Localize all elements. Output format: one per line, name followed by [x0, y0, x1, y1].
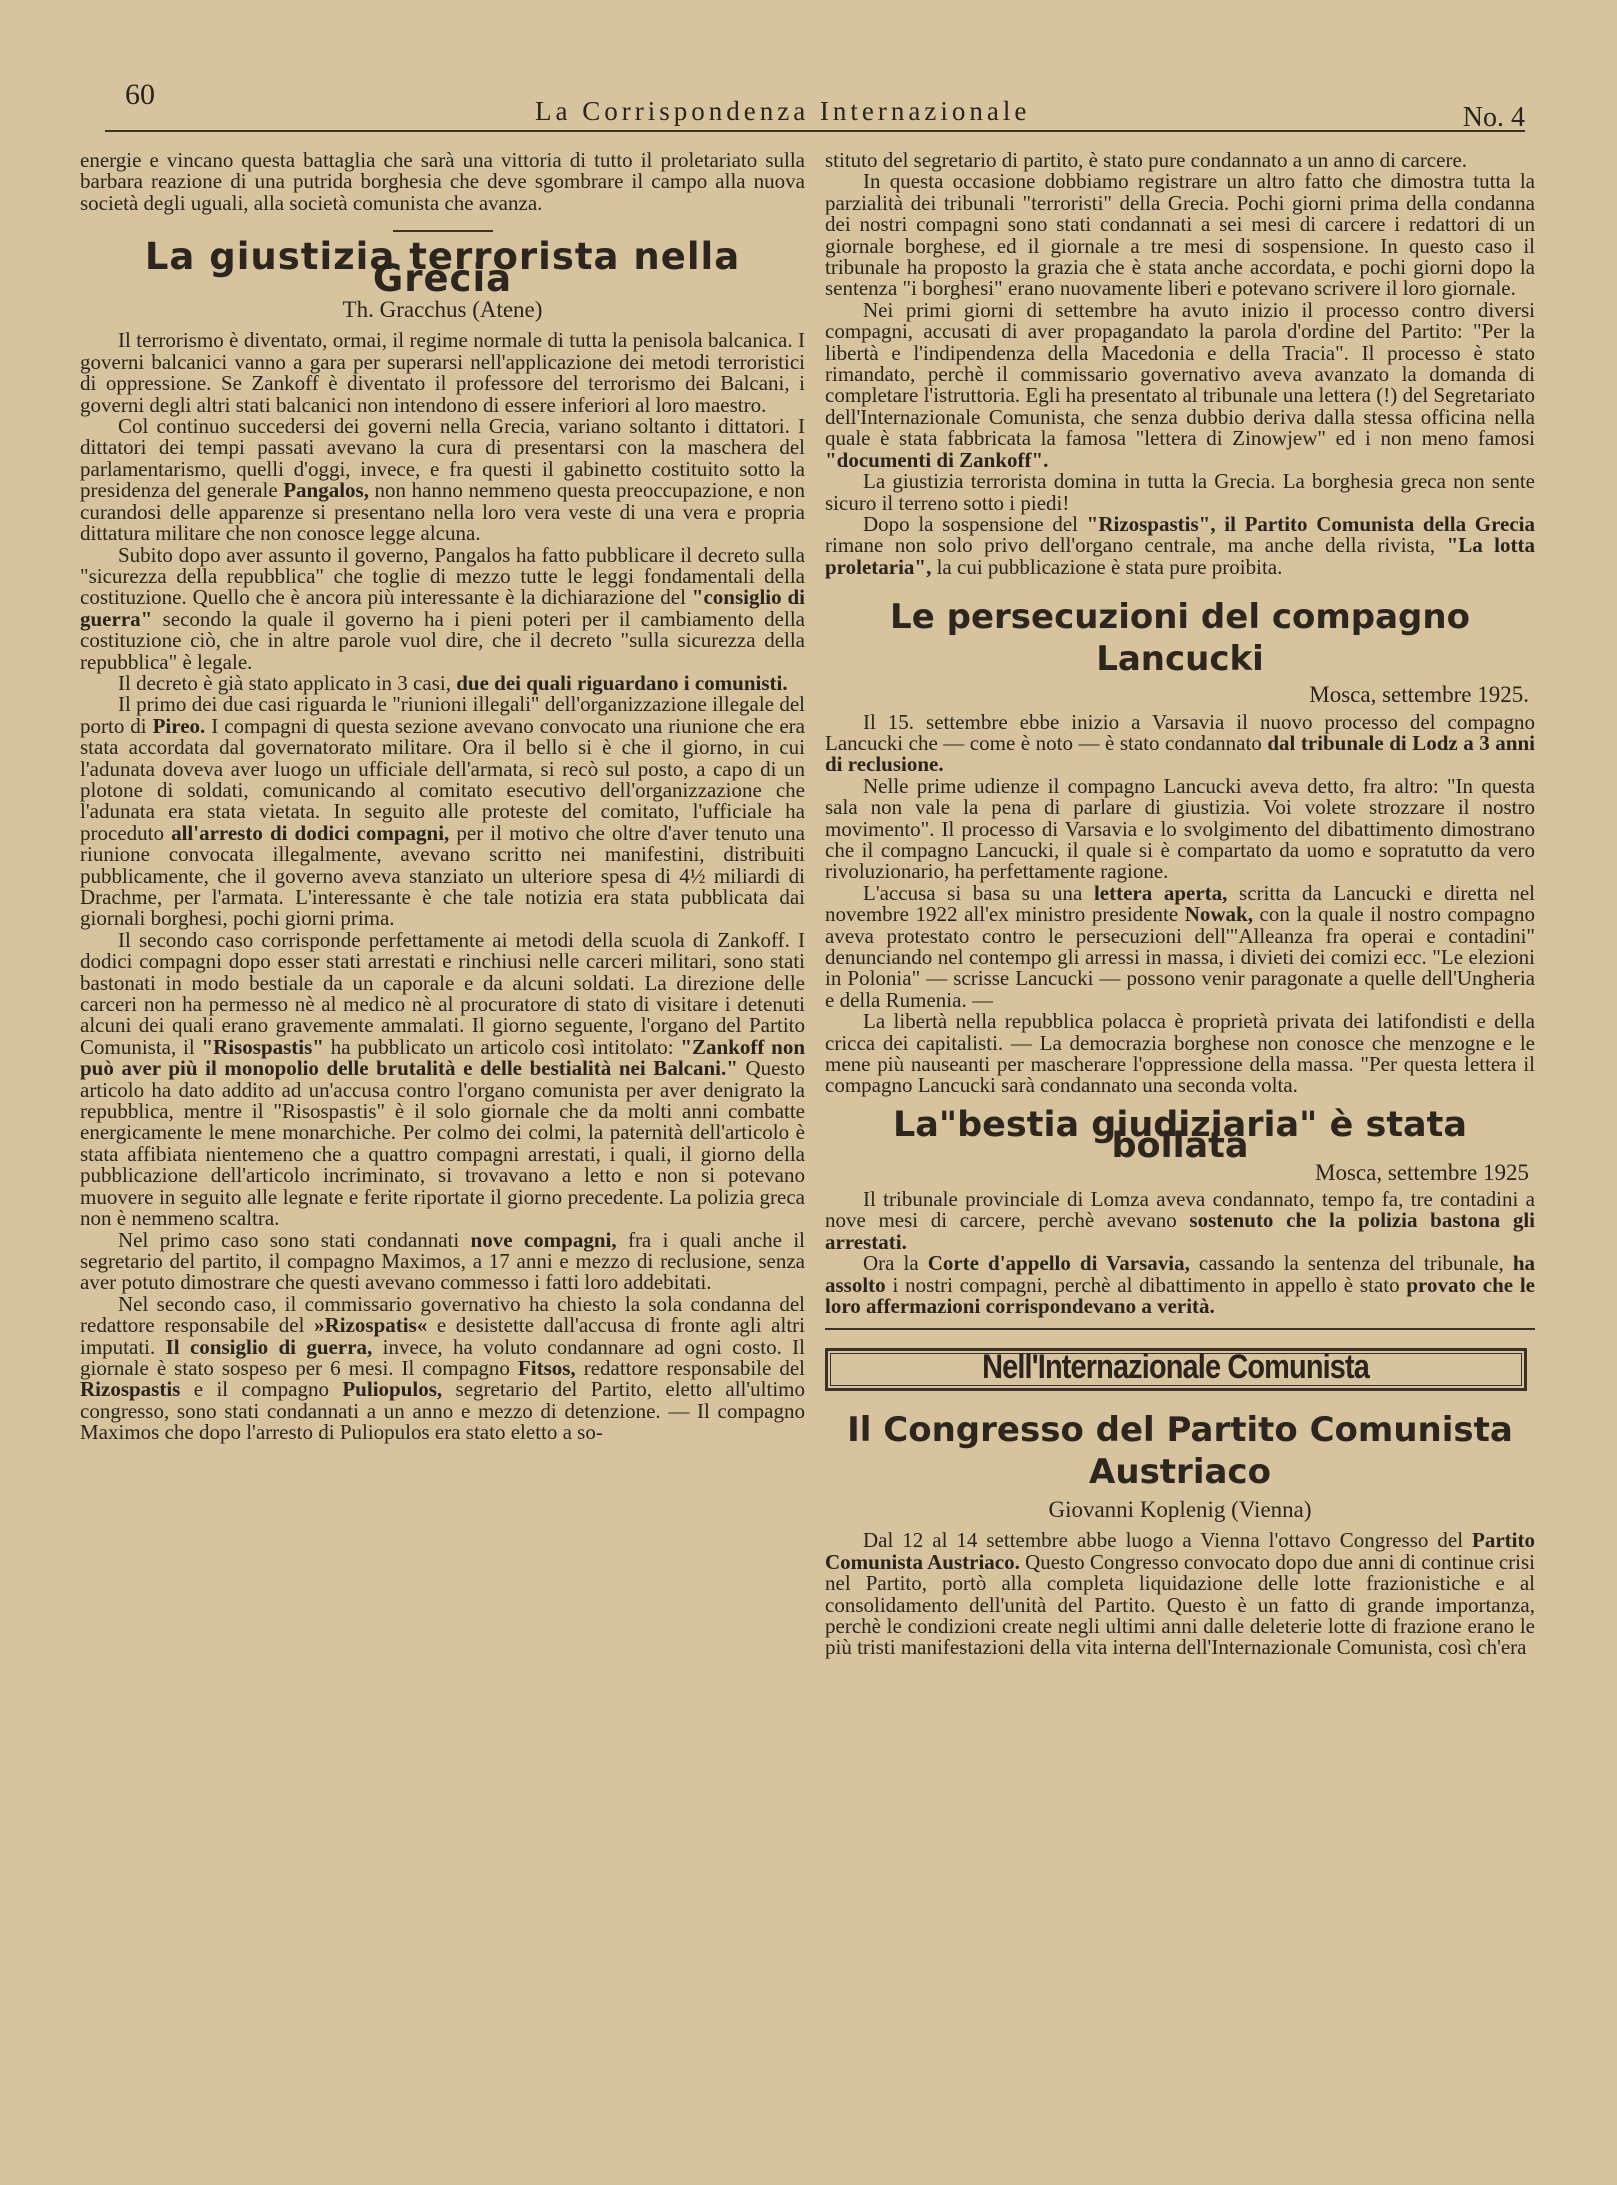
- paragraph: Nel primo caso sono stati condannati nove compagni, fra i quali anche il segretario del partito, il compagno Maximos, a 17 anni e mezzo di reclusione, senza aver potuto dimostrare che questi avevano commesso i fatti loro addebitati.: [80, 1227, 805, 1295]
- paragraph: Col continuo succedersi dei governi nella Grecia, variano soltanto i dittatori. I dittatori dei tempi passati avevano la cura di presentarsi con la maschera del parlamentarismo, quelli d'oggi, invece, e fra questi il gabinetto costituito sotto la presidenza del generale Pangalos, non hanno nemmeno questa preoccupazione, e non curandosi delle apparenze si presentano nella loro vera veste di una vera e propria dittatura militare che non conosce legge alcuna.: [80, 414, 805, 546]
- page-number: 60: [125, 78, 155, 111]
- paragraph: La libertà nella repubblica polacca è proprietà privata dei latifondisti e della cricca dei capitalisti. — La democrazia borghese non conosce che menzogne e le mene più nauseanti per mascherare l'oppressione della massa. "Per questa lettera il compagno Lancucki sarà condannato una seconda volta.: [825, 1009, 1535, 1098]
- dateline: Mosca, settembre 1925: [1315, 1159, 1529, 1185]
- paragraph: Nelle prime udienze il compagno Lancucki aveva detto, fra altro: "In questa sala non vale la pena di parlare di giustizia. Voi volete strozzare il nostro movimento". Il processo di Varsavia e lo svolgimento del dibattimento dimostrano che il compagno Lancucki, il quale si è compartato da uomo e sopratutto da vero rivoluzionario, ha perfettamente ragione.: [825, 773, 1535, 884]
- paragraph: Il tribunale provinciale di Lomza aveva condannato, tempo fa, tre contadini a nove mesi di carcere, perchè avevano sostenuto che la polizia bastona gli arrestati.: [825, 1187, 1535, 1254]
- paragraph: Il decreto è già stato applicato in 3 casi, due dei quali riguardano i comunisti.: [118, 670, 788, 695]
- divider: [825, 1328, 1535, 1330]
- paragraph: Il primo dei due casi riguarda le "riunioni illegali" dell'organizzazione illegale del porto di Pireo. I compagni di questa sezione avevano convocato una riunione che era stata accordata dal governatorato militare. Ora il bello si è che il giorno, in cui l'adunata doveva aver luogo un ufficiale dell'armata, si recò sul posto, a capo di un plotone di soldati, comunicando al comitato esecutivo dell'organizzazione che l'adunata era stata vietata. In seguito alle proteste del comitato, l'ufficiale ha proceduto all'arresto di dodici compagni, per il motivo che oltre d'aver tenuto una riunione convocata illegalmente, avevano scritto nei manifestini, distribuiti pubblicamente, che il governo aveva stanziato un ulteriore spesa di 4½ miliardi di Drachme, per l'armata. L'interessante è che tale notizia era stata pubblicata dai giornali borghesi, pochi giorni prima.: [80, 692, 805, 931]
- paragraph: Subito dopo aver assunto il governo, Pangalos ha fatto pubblicare il decreto sulla "sicurezza della repubblica" che toglie di mezzo tutte le leggi fondamentali della costituzione. Quello che è ancora più interessante è la dichiarazione del "consiglio di guerra" secondo la quale il governo ha i pieni poteri per il cambiamento della costituzione ciò, che in altre parole vuol dire, che il decreto "sulla sicurezza della repubblica" è legale.: [80, 542, 805, 674]
- paragraph: Il terrorismo è diventato, ormai, il regime normale di tutta la penisola balcanica. I governi balcanici vanno a gara per superarsi nell'applicazione dei metodi terroristici di oppressione. Se Zankoff è diventato il professore del terrorismo dei Balcani, i governi degli altri stati balcanici non intendono di essere inferiori al loro maestro.: [80, 328, 805, 417]
- paragraph: L'accusa si basa su una lettera aperta, scritta da Lancucki e diretta nel novembre 1922 all'ex ministro presidente Nowak, con la quale il nostro compagno aveva protestato contro le persecuzioni dell'"Alleanza fra operai e contadini" denunciando nel contempo gli arressi in massa, i divieti dei comizi ecc. "Le elezioni in Polonia" — scrisse Lancucki — possono venir paragonate a quelle dell'Ungheria e della Rumenia. —: [825, 880, 1535, 1012]
- paragraph: Il 15. settembre ebbe inizio a Varsavia il nuovo processo del compagno Lancucki che — come è noto — è stato condannato dal tribunale di Lodz a 3 anni di reclusione.: [825, 709, 1535, 777]
- section-banner: [825, 1348, 1527, 1391]
- paragraph: Ora la Corte d'appello di Varsavia, cassando la sentenza del tribunale, ha assolto i nostri compagni, perchè al dibattimento in appello è stato provato che le loro affermazioni corrispondevano a verità.: [825, 1251, 1536, 1319]
- paragraph: Dal 12 al 14 settembre abbe luogo a Vienna l'ottavo Congresso del Partito Comunista Austriaco. Questo Congresso convocato dopo due anni di continue crisi nel Partito, portò alla completa liquidazione delle lotte frazionistiche e al consolidamento dell'unità del Partito. Questo è un fatto di grande importanza, perchè le condizioni create negli ultimi anni dalle deleterie lotte di frazione erano le più tristi manifestazioni della vita interna dell'Internazionale Comunista, così ch'era: [825, 1528, 1535, 1660]
- article-byline: Th. Gracchus (Atene): [342, 297, 543, 323]
- left-column: [80, 150, 805, 1444]
- dateline: Mosca, settembre 1925.: [1309, 682, 1529, 708]
- issue-number: No. 4: [1462, 102, 1525, 133]
- article-title: Il Congresso del Partito Comunista Austriaco: [847, 1409, 1513, 1492]
- article-title: Le persecuzioni del compagno Lancucki: [890, 597, 1470, 680]
- paragraph: Il secondo caso corrisponde perfettamente ai metodi della scuola di Zankoff. I dodici compagni dopo esser stati arrestati e rinchiusi nelle carceri militari, sono stati bastonati in modo bestiale da un caporale e da alcuni soldati. La direzione delle carceri non ha permesso nè al medico nè al procuratore di stato di visitare i detenuti alcuni dei quali erano gravemente ammalati. Il giorno seguente, l'organo del Partito Comunista, il "Risospastis" ha pubblicato un articolo così intitolato: "Zankoff non può aver più il monopolio delle brutalità e delle bestialità nei Balcani." Questo articolo ha dato addito ad un'accusa contro l'organo comunista per aver denigrato la repubblica, mentre il "Risospastis" è il solo giornale che da molti anni combatte energicamente le mene monarchiche. Per colmo dei colmi, la paternità dell'articolo è stata affibiata nientemeno che a quattro compagni arrestati, i quali, il giorno della pubblicazione dell'articolo incriminato, si trovavano a letto e non si potevano muovere in seguito alle legnate e ferite riportate il giorno precedente. La polizia greca non è nemmeno scaltra.: [80, 927, 806, 1231]
- paragraph: Nei primi giorni di settembre ha avuto inizio il processo contro diversi compagni, accusati di aver propagandato la parola d'ordine del Partito: "Per la libertà e l'indipendenza della Macedonia e della Tracia". Il processo è stato rimandato, perchè il commissario governativo aveva avanzato la domanda di completare l'istruttoria. Egli ha presentato al tribunale una lettera (!) del Segretariato dell'Internazionale Comunista, che senza dubbio deriva dalla stessa officina nella quale è stata fabbricata la famosa "lettera di Zinowjew" ed i non meno famosi "documenti di Zankoff".: [825, 297, 1535, 472]
- article-title: La giustizia terrorista nella Grecia: [144, 235, 741, 300]
- paragraph: stituto del segretario di partito, è stato pure condannato a un anno di carcere.: [825, 148, 1468, 172]
- right-column: [825, 150, 1535, 1659]
- paragraph: La giustizia terrorista domina in tutta la Grecia. La borghesia greca non sente sicuro il terreno sotto i piedi!: [825, 469, 1535, 515]
- article-byline: Giovanni Koplenig (Vienna): [1048, 1496, 1312, 1522]
- section-banner-label: Nell'Internazionale Comunista: [982, 1347, 1370, 1386]
- paragraph: In questa occasione dobbiamo registrare un altro fatto che dimostra tutta la parzialità dei tribunali "terroristi" della Grecia. Pochi giorni prima della condanna dei nostri compagni sono stati condannati a sei mesi di carcere i redattori di un giornale borghese, ed il giornale a tre mesi di sospensione. In questo caso il tribunale ha proposto la grazia che è stata anche accordata, e pochi giorni dopo la sentenza "i borghesi" erano nuovamente liberi e potevano scrivere il loro giornale.: [825, 169, 1535, 301]
- paragraph: Dopo la sospensione del "Rizospastis", il Partito Comunista della Grecia rimane non solo privo dell'organo centrale, ma anche della rivista, "La lotta proletaria", la cui pubblicazione è stata pure proibita.: [825, 511, 1535, 579]
- article-title: La"bestia giudiziaria" è stata bollata: [892, 1104, 1468, 1167]
- paragraph: Nel secondo caso, il commissario governativo ha chiesto la sola condanna del redattore responsabile del »Rizospatis« e desistette dall'accusa di fronte agli altri imputati. Il consiglio di guerra, invece, ha voluto condannare ad ogni costo. Il giornale è stato sospeso per 6 mesi. Il compagno Fitsos, redattore responsabile del Rizospastis e il compagno Puliopulos, segretario del Partito, eletto all'ultimo congresso, sono stati condannati a un anno e mezzo di detenzione. — Il compagno Maximos che dopo l'arresto di Puliopulos era stato eletto a so-: [80, 1291, 806, 1445]
- header-rule: [105, 130, 1525, 132]
- intro-paragraph: energie e vincano questa battaglia che sarà una vittoria di tutto il proletariato sulla barbara reazione di una putrida borghesia che deve sgombrare il campo alla nuova società degli uguali, alla società comunista che avanza.: [80, 148, 805, 215]
- page-header: [105, 72, 1525, 132]
- divider: [393, 230, 493, 232]
- journal-title: La Corrispondenza Internazionale: [535, 96, 1031, 126]
